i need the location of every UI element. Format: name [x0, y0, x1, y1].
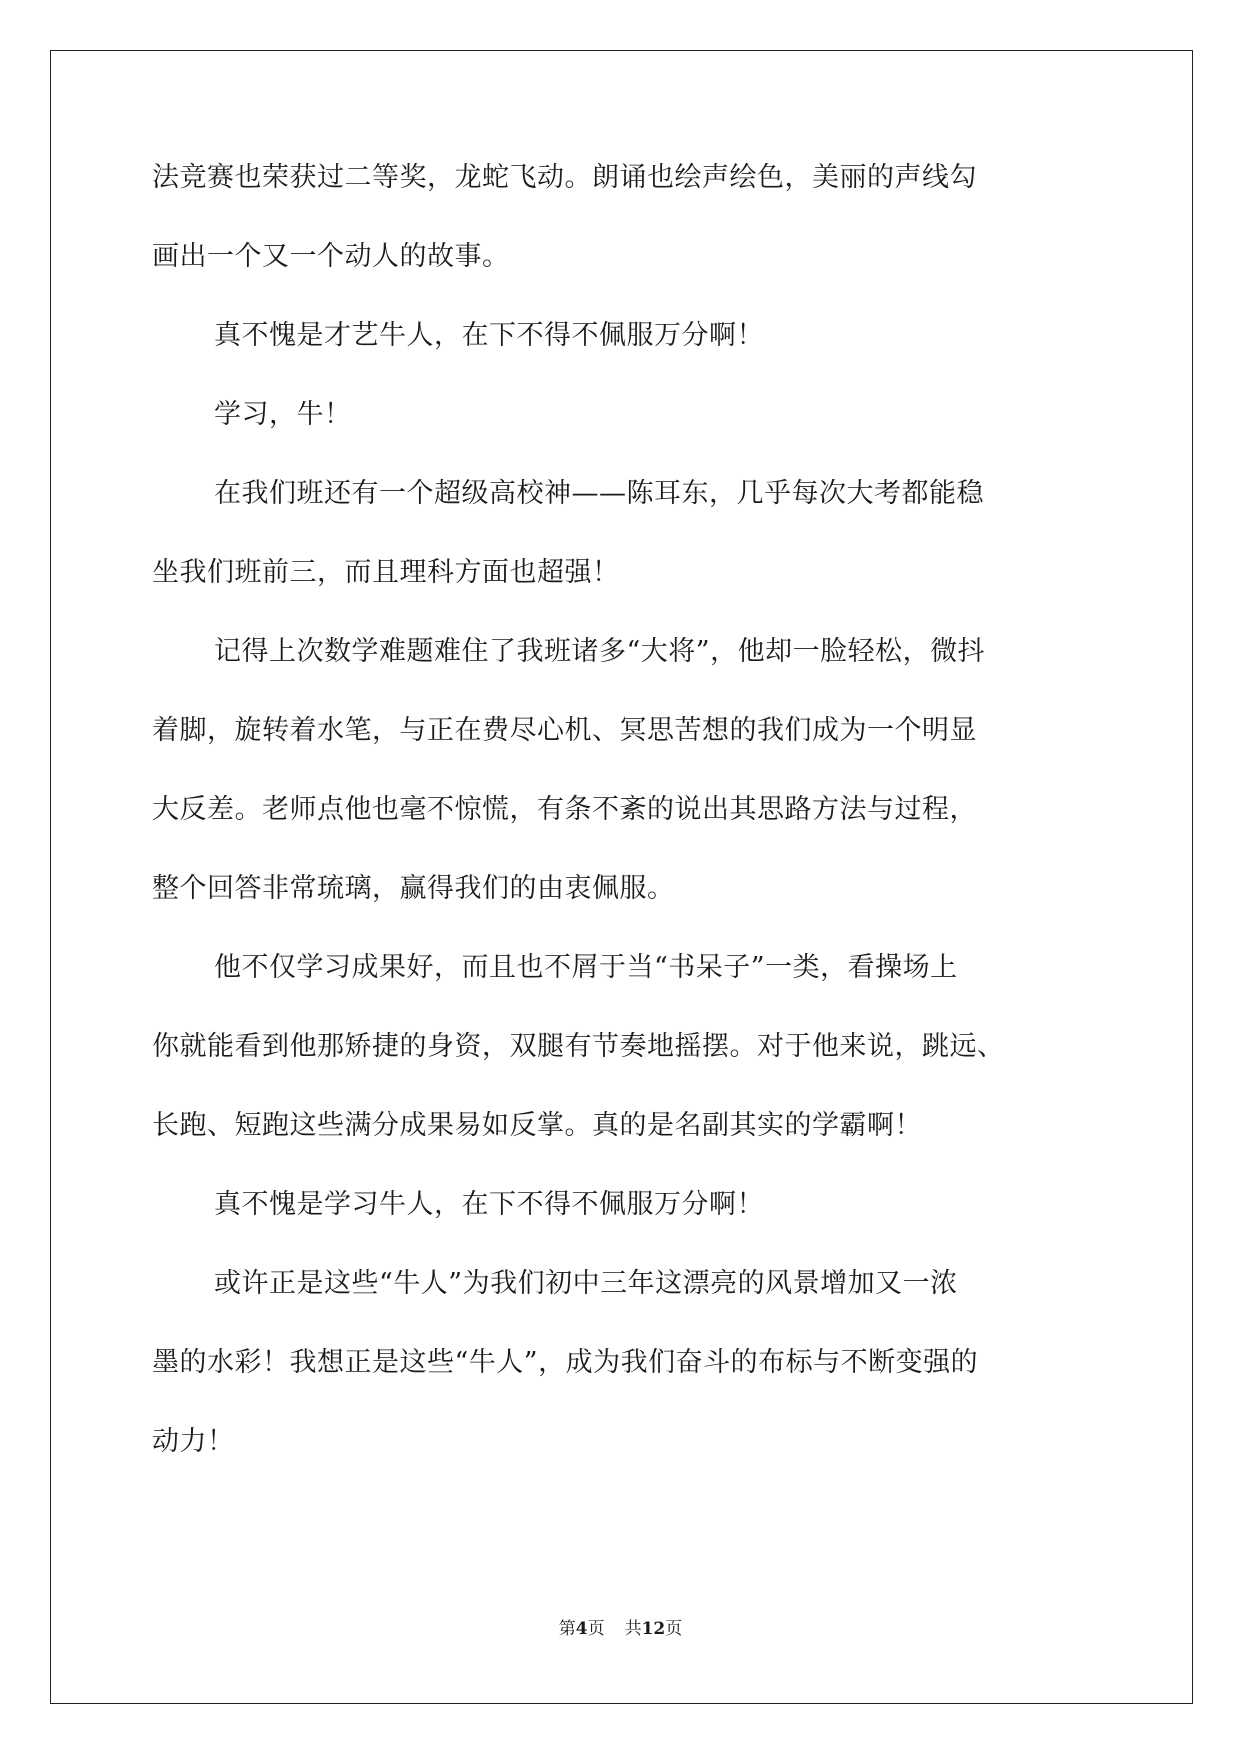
- text-line: 法竞赛也荣获过二等奖，龙蛇飞动。朗诵也绘声绘色，美丽的声线勾: [152, 162, 977, 193]
- text-line: 长跑、短跑这些满分成果易如反掌。真的是名副其实的学霸啊！: [152, 1110, 922, 1141]
- text-line: 整个回答非常琉璃，赢得我们的由衷佩服。: [152, 873, 675, 904]
- total-label-prefix: 共: [624, 1619, 642, 1639]
- page-label-prefix: 第: [558, 1619, 576, 1639]
- text-line: 坐我们班前三，而且理科方面也超强！: [152, 557, 620, 588]
- text-line: 你就能看到他那矫捷的身资，双腿有节奏地摇摆。对于他来说，跳远、: [152, 1031, 1005, 1062]
- page-number: 4: [575, 1619, 588, 1639]
- text-line: 他不仅学习成果好，而且也不屑于当“书呆子”一类，看操场上: [214, 952, 958, 983]
- page-label-suffix: 页: [587, 1619, 605, 1639]
- text-line: 大反差。老师点他也毫不惊慌，有条不紊的说出其思路方法与过程，: [152, 794, 977, 825]
- text-line: 或许正是这些“牛人”为我们初中三年这漂亮的风景增加又一浓: [214, 1268, 958, 1299]
- text-line: 真不愧是学习牛人，在下不得不佩服万分啊！: [214, 1189, 764, 1220]
- text-line: 记得上次数学难题难住了我班诸多“大将”，他却一脸轻松，微抖: [214, 636, 986, 667]
- text-line: 动力！: [152, 1426, 235, 1457]
- text-line: 真不愧是才艺牛人，在下不得不佩服万分啊！: [214, 320, 764, 351]
- page-footer: [0, 1614, 1241, 1639]
- text-line: 在我们班还有一个超级高校神——陈耳东，几乎每次大考都能稳: [214, 478, 984, 509]
- document-body: [152, 160, 1092, 1503]
- text-line: 着脚，旋转着水笔，与正在费尽心机、冥思苦想的我们成为一个明显: [152, 715, 977, 746]
- text-line: 墨的水彩！我想正是这些“牛人”，成为我们奋斗的布标与不断变强的: [152, 1347, 979, 1378]
- text-line: 画出一个又一个动人的故事。: [152, 241, 510, 272]
- text-line: 学习，牛！: [214, 399, 352, 430]
- total-label-suffix: 页: [665, 1619, 683, 1639]
- total-pages: 12: [641, 1619, 666, 1639]
